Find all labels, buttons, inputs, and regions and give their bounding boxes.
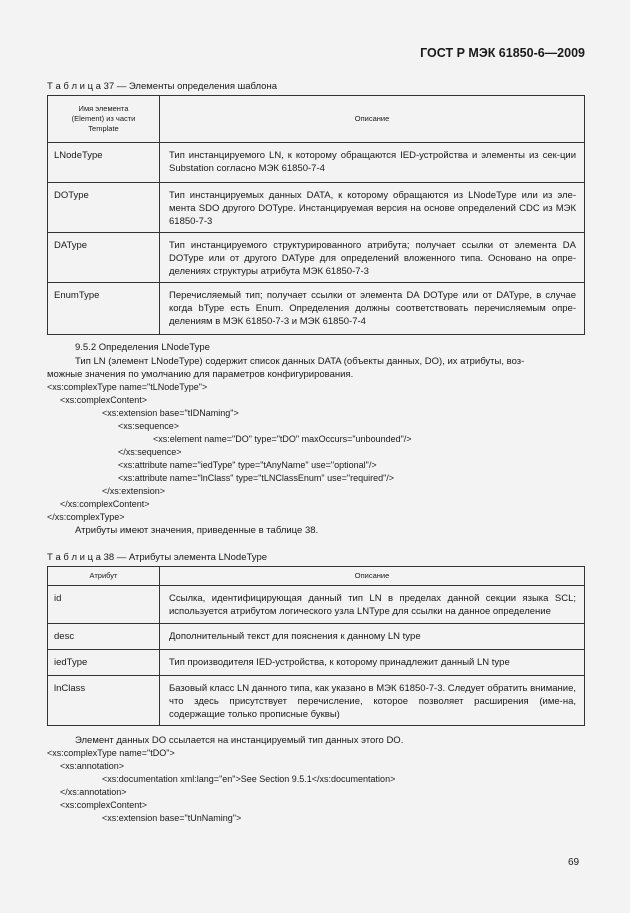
attribute-description: Ссылка, идентифицирующая данный тип LN в пределах данной секции языка SCL; используется атрибутом логического узла LNType для ссылки на данное определение <box>160 586 585 624</box>
element-name: EnumType <box>48 283 160 335</box>
attribute-description: Базовый класс LN данного типа, как указано в МЭК 61850-7-3. Следует обратить внимание, что здесь присутствует перечисление, которое позволяет расширения (име-на, содержащие только прописные буквы) <box>160 676 585 726</box>
code-line: <xs:complexContent> <box>60 800 148 810</box>
element-name: LNodeType <box>48 143 160 183</box>
element-description: Перечисляемый тип; получает ссылки от элемента DA DOType или от DAType, в случае когда bType есть Enum. Определения должны соответствовать перечисляемым опре-делениям в МЭК 61850-7-3 и МЭК 61850-7-4 <box>160 283 585 335</box>
code-line: <xs:annotation> <box>60 761 125 771</box>
attribute-name: id <box>48 586 160 624</box>
code-line: <xs:complexType name="tLNodeType"> <box>47 382 208 392</box>
code-line: <xs:extension base="tUnNaming"> <box>102 813 242 823</box>
paragraph-line: Тип LN (элемент LNodeType) содержит список данных DATA (объекты данных, DO), их атрибуты, воз- <box>75 356 525 367</box>
code-line: <xs:element name="DO" type="tDO" maxOccurs="unbounded"/> <box>153 434 412 444</box>
document-header: ГОСТ Р МЭК 61850-6—2009 <box>420 46 585 60</box>
paragraph-line: Элемент данных DO ссылается на инстанцируемый тип данных этого DO. <box>75 735 404 746</box>
attribute-name: iedType <box>48 650 160 676</box>
code-line: <xs:attribute name="iedType" type="tAnyName" use="optional"/> <box>118 460 377 470</box>
col1-header-line: Имя элемента <box>78 104 129 113</box>
table-row <box>48 283 585 335</box>
table38 <box>47 566 585 726</box>
attribute-description: Дополнительный текст для пояснения к данному LN type <box>160 624 585 650</box>
attribute-description: Тип производителя IED-устройства, к которому принадлежит данный LN type <box>160 650 585 676</box>
code-line: <xs:extension base="tIDNaming"> <box>102 408 239 418</box>
attribute-name: lnClass <box>48 676 160 726</box>
code-line: <xs:sequence> <box>118 421 180 431</box>
table38-caption: Т а б л и ц а 38 — Атрибуты элемента LNodeType <box>47 552 268 563</box>
code-line: <xs:complexType name="tDO"> <box>47 748 175 758</box>
table37-col2-header: Описание <box>160 96 585 143</box>
table-row <box>48 233 585 283</box>
table38-header-row <box>48 567 585 586</box>
code-line: </xs:complexContent> <box>60 499 150 509</box>
element-description: Тип инстанцируемого LN, к которому обращаются IED-устройства и элементы из сек-ции Substation согласно МЭК 61850-7-4 <box>160 143 585 183</box>
table38-col2-header: Описание <box>160 567 585 586</box>
section-heading: 9.5.2 Определения LNodeType <box>75 342 210 353</box>
code-line: <xs:attribute name="lnClass" type="tLNClassEnum" use="required"/> <box>118 473 395 483</box>
table-row <box>48 183 585 233</box>
col1-header-line: Template <box>88 124 119 133</box>
code-line: </xs:extension> <box>102 486 166 496</box>
table-row <box>48 676 585 726</box>
code-line: </xs:sequence> <box>118 447 182 457</box>
table37-caption: Т а б л и ц а 37 — Элементы определения шаблона <box>47 81 277 92</box>
element-description: Тип инстанцируемого структурированного атрибута; получает ссылки от элемента DA DOType или от другого DAType для определений вложенного типа. Основано на опре-делениях структуры атрибута МЭК 61850-7-3 <box>160 233 585 283</box>
element-name: DOType <box>48 183 160 233</box>
attribute-name: desc <box>48 624 160 650</box>
code-line: <xs:complexContent> <box>60 395 148 405</box>
code-line: <xs:documentation xml:lang="en">See Section 9.5.1</xs:documentation> <box>102 774 396 784</box>
table-row <box>48 586 585 624</box>
paragraph-line: Атрибуты имеют значения, приведенные в таблице 38. <box>75 525 319 536</box>
table37-header-row <box>48 96 585 143</box>
element-name: DAType <box>48 233 160 283</box>
table38-col1-header: Атрибут <box>48 567 160 586</box>
page-number: 69 <box>568 857 580 868</box>
code-line: </xs:complexType> <box>47 512 125 522</box>
table-row <box>48 650 585 676</box>
col1-header-line: (Element) из части <box>71 114 136 123</box>
table-row <box>48 143 585 183</box>
code-line: </xs:annotation> <box>60 787 127 797</box>
table-row <box>48 624 585 650</box>
table37 <box>47 95 585 335</box>
element-description: Тип инстанцируемых данных DATA, к которому обращаются из LNodeType или из эле-мента SDO другого DOType. Инстанцируемая версия на основе определений CDC из МЭК 61850-7-3 <box>160 183 585 233</box>
paragraph-line: можные значения по умолчанию для параметров конфигурирования. <box>47 369 354 380</box>
table37-col1-header <box>48 96 160 143</box>
